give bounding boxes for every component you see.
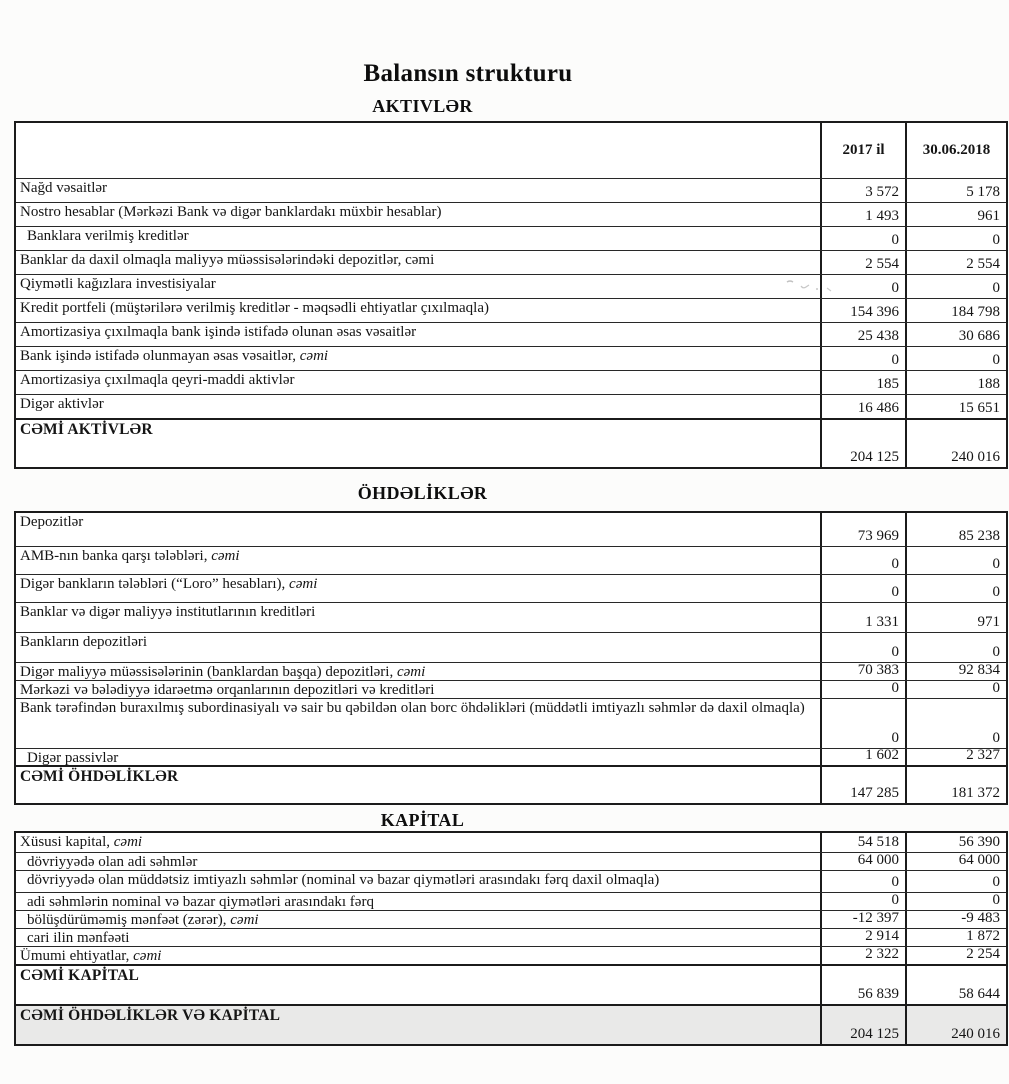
row-label: Ümumi ehtiyatlar, cəmi	[20, 948, 162, 964]
table-row	[16, 274, 1006, 298]
value-2018: 15 651	[905, 395, 1006, 418]
table-row	[16, 852, 1006, 870]
row-label: dövriyyədə olan müddətsiz imtiyazlı səhmlər (nominal və bazar qiymətləri arasındakı fərq daxil olmaqla)	[27, 872, 660, 888]
table-header-row	[16, 123, 1006, 178]
table-row	[16, 394, 1006, 418]
table-row	[16, 964, 1006, 1004]
table-row	[16, 178, 1006, 202]
row-label: Digər bankların tələbləri (“Loro” hesabları), cəmi	[20, 576, 318, 592]
row-label: Kredit portfeli (müştərilərə verilmiş kreditlər - məqsədli ehtiyatlar çıxılmaqla)	[20, 300, 489, 316]
table-row	[16, 546, 1006, 574]
value-2018: 2 327	[905, 749, 1006, 765]
value-2018: 0	[905, 633, 1006, 662]
table-row	[16, 250, 1006, 274]
row-label: Xüsusi kapital, cəmi	[20, 834, 143, 850]
value-2017: 0	[820, 699, 905, 748]
column-header-2017: 2017 il	[820, 123, 905, 178]
value-2017: 25 438	[820, 323, 905, 346]
row-label: Nağd vəsaitlər	[20, 180, 108, 196]
value-2017: 2 322	[820, 947, 905, 964]
value-2017: 56 839	[820, 966, 905, 1004]
value-2017: 204 125	[820, 420, 905, 467]
value-2018: 961	[905, 203, 1006, 226]
table-row	[16, 632, 1006, 662]
table-row	[16, 418, 1006, 467]
row-label: CƏMİ ÖHDƏLİKLƏR VƏ KAPİTAL	[20, 1007, 281, 1024]
column-header-2018: 30.06.2018	[905, 123, 1006, 178]
row-label: Banklar da daxil olmaqla maliyyə müəssisələrindəki depozitlər, cəmi	[20, 252, 435, 268]
value-2017: 0	[820, 633, 905, 662]
value-2017: 0	[820, 227, 905, 250]
value-2018: 184 798	[905, 299, 1006, 322]
value-2018: 92 834	[905, 663, 1006, 680]
value-2017: 0	[820, 893, 905, 910]
table-row	[16, 892, 1006, 910]
value-2018: 1 872	[905, 929, 1006, 946]
ohdelikler-table	[14, 511, 1008, 805]
value-2018: 58 644	[905, 966, 1006, 1004]
row-label: cari ilin mənfəəti	[27, 930, 130, 946]
kapital-table	[14, 831, 1008, 1046]
value-2018: -9 483	[905, 911, 1006, 928]
value-2017: 16 486	[820, 395, 905, 418]
value-2018: 0	[905, 547, 1006, 574]
section-heading-kapital: KAPİTAL	[380, 810, 465, 830]
row-label: Nostro hesablar (Mərkəzi Bank və digər banklardakı müxbir hesablar)	[20, 204, 442, 220]
value-2017: 2 914	[820, 929, 905, 946]
value-2017: 0	[820, 681, 905, 698]
table-row	[16, 513, 1006, 546]
value-2018: 56 390	[905, 833, 1006, 852]
row-label: Digər aktivlər	[20, 396, 104, 412]
row-label: adi səhmlərin nominal və bazar qiymətləri arasındakı fərq	[27, 894, 374, 910]
row-label: bölüşdürüməmiş mənfəət (zərər), cəmi	[27, 912, 259, 928]
row-label: Banklara verilmiş kreditlər	[27, 228, 189, 244]
row-label: Digər passivlər	[27, 750, 119, 766]
header-empty-cell	[16, 123, 820, 124]
value-2017: 1 493	[820, 203, 905, 226]
row-label: dövriyyədə olan adi səhmlər	[27, 854, 198, 870]
value-2018: 0	[905, 681, 1006, 698]
table-row	[16, 946, 1006, 964]
value-2018: 5 178	[905, 179, 1006, 202]
value-2018: 0	[905, 275, 1006, 298]
value-2017: 0	[820, 347, 905, 370]
row-label: Amortizasiya çıxılmaqla bank işində istifadə olunan əsas vəsaitlər	[20, 324, 417, 340]
value-2018: 240 016	[905, 420, 1006, 467]
value-2017: -12 397	[820, 911, 905, 928]
row-label: Qiymətli kağızlara investisiyalar	[20, 276, 216, 292]
value-2017: 0	[820, 275, 905, 298]
value-2018: 0	[905, 575, 1006, 602]
row-label: CƏMİ ÖHDƏLİKLƏR	[20, 768, 179, 785]
value-2018: 181 372	[905, 767, 1006, 803]
table-row	[16, 662, 1006, 680]
row-label: Amortizasiya çıxılmaqla qeyri-maddi aktivlər	[20, 372, 295, 388]
value-2017: 1 602	[820, 749, 905, 765]
table-row	[16, 346, 1006, 370]
row-label: Bank tərəfindən buraxılmış subordinasiyalı və sair bu qəbildən olan borc öhdəlikləri (müddətli imtiyazlı səhmlər də daxil olmaqla)	[20, 700, 805, 716]
row-label: CƏMİ KAPİTAL	[20, 967, 140, 984]
row-label: AMB-nın banka qarşı tələbləri, cəmi	[20, 548, 240, 564]
aktivler-table	[14, 121, 1008, 469]
row-label: Depozitlər	[20, 514, 84, 530]
value-2017: 0	[820, 575, 905, 602]
value-2018: 0	[905, 871, 1006, 892]
value-2017: 147 285	[820, 767, 905, 803]
row-label: Bankların depozitləri	[20, 634, 148, 650]
value-2018: 0	[905, 699, 1006, 748]
table-row	[16, 765, 1006, 803]
table-row	[16, 698, 1006, 748]
table-row	[16, 833, 1006, 852]
row-label: Banklar və digər maliyyə institutlarının kreditləri	[20, 604, 316, 620]
value-2017: 3 572	[820, 179, 905, 202]
value-2018: 64 000	[905, 853, 1006, 870]
value-2017: 2 554	[820, 251, 905, 274]
value-2018: 188	[905, 371, 1006, 394]
value-2017: 0	[820, 547, 905, 574]
value-2017: 70 383	[820, 663, 905, 680]
table-row	[16, 226, 1006, 250]
table-row	[16, 370, 1006, 394]
section-heading-ohdelikler: ÖHDƏLİKLƏR	[357, 483, 488, 503]
table-row	[16, 748, 1006, 765]
value-2017: 73 969	[820, 513, 905, 546]
table-row	[16, 870, 1006, 892]
value-2017: 1 331	[820, 603, 905, 632]
value-2018: 30 686	[905, 323, 1006, 346]
value-2018: 0	[905, 347, 1006, 370]
value-2017: 154 396	[820, 299, 905, 322]
table-row	[16, 1004, 1006, 1044]
value-2018: 85 238	[905, 513, 1006, 546]
value-2017: 0	[820, 871, 905, 892]
table-row	[16, 910, 1006, 928]
table-row	[16, 602, 1006, 632]
page-title: Balansın strukturu	[363, 60, 573, 87]
section-heading-aktivler: AKTIVLƏR	[372, 96, 473, 116]
row-label: Digər maliyyə müəssisələrinin (banklardan başqa) depozitləri, cəmi	[20, 664, 426, 680]
table-row	[16, 322, 1006, 346]
value-2017: 185	[820, 371, 905, 394]
value-2018: 2 554	[905, 251, 1006, 274]
value-2017: 204 125	[820, 1006, 905, 1044]
row-label: CƏMİ AKTİVLƏR	[20, 421, 153, 438]
value-2018: 0	[905, 893, 1006, 910]
table-row	[16, 680, 1006, 698]
value-2018: 240 016	[905, 1006, 1006, 1044]
table-row	[16, 928, 1006, 946]
value-2017: 64 000	[820, 853, 905, 870]
row-label: Bank işində istifadə olunmayan əsas vəsaitlər, cəmi	[20, 348, 329, 364]
value-2018: 0	[905, 227, 1006, 250]
value-2018: 971	[905, 603, 1006, 632]
table-row	[16, 298, 1006, 322]
table-row	[16, 574, 1006, 602]
row-label: Mərkəzi və bələdiyyə idarəetmə orqanlarının depozitləri və kreditləri	[20, 682, 435, 698]
value-2017: 54 518	[820, 833, 905, 852]
value-2018: 2 254	[905, 947, 1006, 964]
table-row	[16, 202, 1006, 226]
